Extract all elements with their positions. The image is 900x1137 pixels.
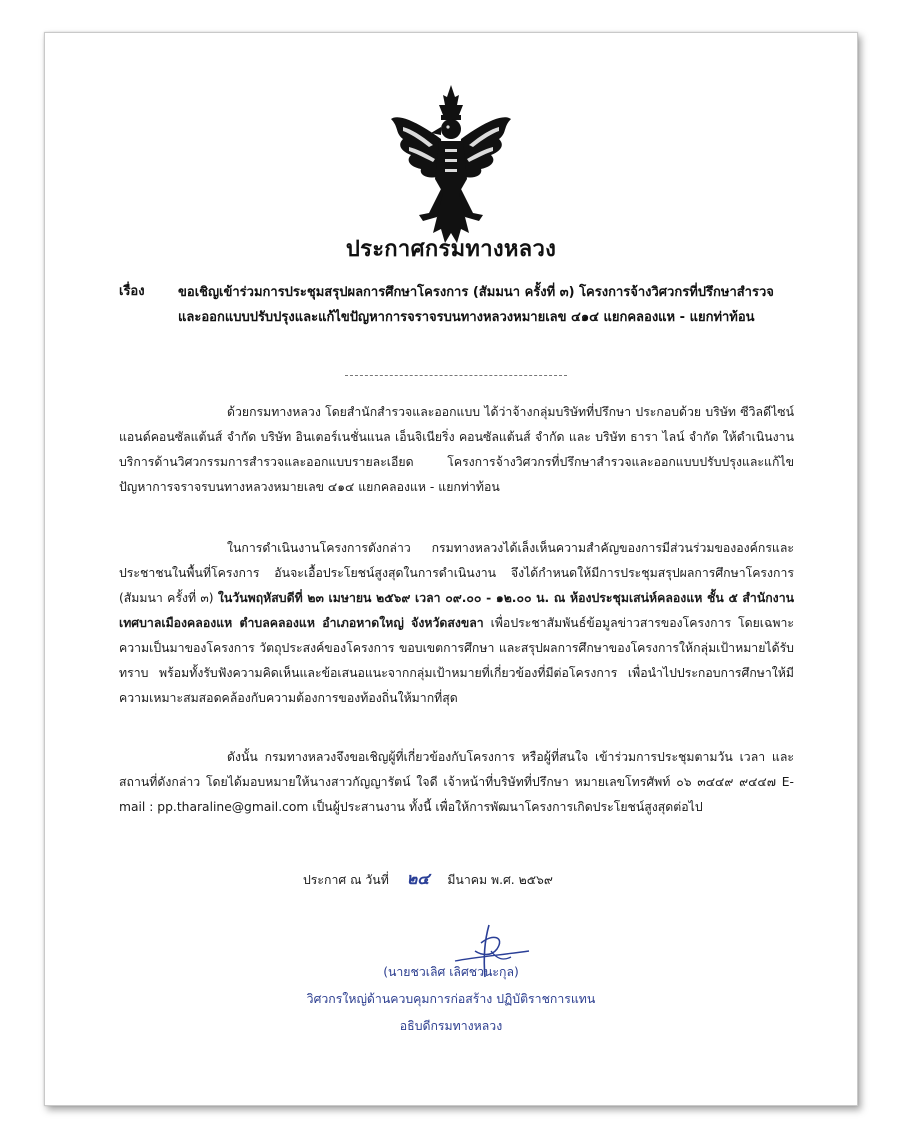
announce-day: ๒๔ xyxy=(406,869,430,888)
paragraph-2 xyxy=(119,536,794,711)
subject-label: เรื่อง xyxy=(119,284,145,299)
paragraph-3-text: ดังนั้น กรมทางหลวงจึงขอเชิญผู้ที่เกี่ยวข้องกับโครงการ หรือผู้ที่สนใจ เข้าร่วมการประชุมตามวัน เวลา และสถานที่ดังกล่าว โดยได้มอบหมายให้นางสาวกัญญารัตน์ ใจดี เจ้าหน้าที่บริษัทที่ปรึกษา หมายเลขโทรศัพท์ ๐๖ ๓๔๔๙ ๙๔๔๗ E-mail : pp.tharaline@gmail.com เป็นผู้ประสานงาน ทั้งนี้ เพื่อให้การพัฒนาโครงการเกิดประโยชน์สูงสุดต่อไป xyxy=(119,750,794,814)
paragraph-1-text: ด้วยกรมทางหลวง โดยสำนักสำรวจและออกแบบ ได้ว่าจ้างกลุ่มบริษัทที่ปรึกษา ประกอบด้วย บริษัท ซีวิลดีไซน์แอนด์คอนซัลแต้นส์ จำกัด บริษัท อินเตอร์เนชั่นแนล เอ็นจิเนียริ่ง คอนซัลแต้นส์ จำกัด และ บริษัท ธารา ไลน์ จำกัด ให้ดำเนินงานบริการด้านวิศวกรรมการสำรวจและออกแบบรายละเอียด โครงการจ้างวิศวกรที่ปรึกษาสำรวจและออกแบบปรับปรุงและแก้ไขปัญหาการจราจรบนทางหลวงหมายเลข ๔๑๔ แยกคลองแห - แยกท่าท้อน xyxy=(119,405,794,494)
paragraph-2-meeting-details: ในวันพฤหัสบดีที่ ๒๓ เมษายน ๒๕๖๙ เวลา ๐๙.๐๐ - ๑๒.๐๐ น. ณ ห้องประชุมเสน่ห์คลองแห ชั้น ๕ สำนักงานเทศบาลเมืองคลองแห ตำบลคลองแห อำเภอหาดใหญ่ จังหวัดสงขลา xyxy=(119,591,794,630)
announce-prefix: ประกาศ ณ วันที่ xyxy=(303,873,389,887)
announcement-date xyxy=(303,867,553,892)
divider-line xyxy=(345,375,567,376)
document-page xyxy=(44,32,858,1106)
garuda-emblem-icon xyxy=(389,83,513,247)
signer-position: วิศวกรใหญ่ด้านควบคุมการก่อสร้าง ปฏิบัติราชการแทน xyxy=(306,992,596,1006)
document-title: ประกาศกรมทางหลวง xyxy=(345,237,557,262)
paragraph-1 xyxy=(119,400,794,500)
announce-month-year: มีนาคม พ.ศ. ๒๕๖๙ xyxy=(447,873,553,887)
signer-name: (นายชวเลิศ เลิศชวนะกุล) xyxy=(383,965,519,979)
paragraph-2-text-a: ในการดำเนินงานโครงการดังกล่าว กรมทางหลวงได้เล็งเห็นความสำคัญของการมีส่วนร่วมขององค์กรและประชาชนในพื้นที่โครงการ อันจะเอื้อประโยชน์สูงสุดในการดำเนินงาน จึงได้กำหนดให้มีการประชุมสรุปผลการศึกษาโครงการ (สัมมนา ครั้งที่ ๓) xyxy=(119,541,794,605)
subject-text: ขอเชิญเข้าร่วมการประชุมสรุปผลการศึกษาโครงการ (สัมมนา ครั้งที่ ๓) โครงการจ้างวิศวกรที่ปรึกษาสำรวจและออกแบบปรับปรุงและแก้ไขปัญหาการจราจรบนทางหลวงหมายเลข ๔๑๔ แยกคลองแห - แยกท่าท้อน xyxy=(178,285,774,325)
paragraph-3 xyxy=(119,745,794,820)
paragraph-2-text-b: เพื่อประชาสัมพันธ์ข้อมูลข่าวสารของโครงการ โดยเฉพาะความเป็นมาของโครงการ วัตถุประสงค์ของโครงการ ขอบเขตการศึกษา และสรุปผลการศึกษาของโครงการให้กลุ่มเป้าหมายได้รับทราบ พร้อมทั้งรับฟังความคิดเห็นและข้อเสนอแนะจากกลุ่มเป้าหมายที่เกี่ยวข้องที่มีต่อโครงการ เพื่อนำไปประกอบการศึกษาให้มีความเหมาะสมสอดคล้องกับความต้องการของท้องถิ่นให้มากที่สุด xyxy=(119,616,794,705)
signer-organization: อธิบดีกรมทางหลวง xyxy=(399,1019,503,1033)
